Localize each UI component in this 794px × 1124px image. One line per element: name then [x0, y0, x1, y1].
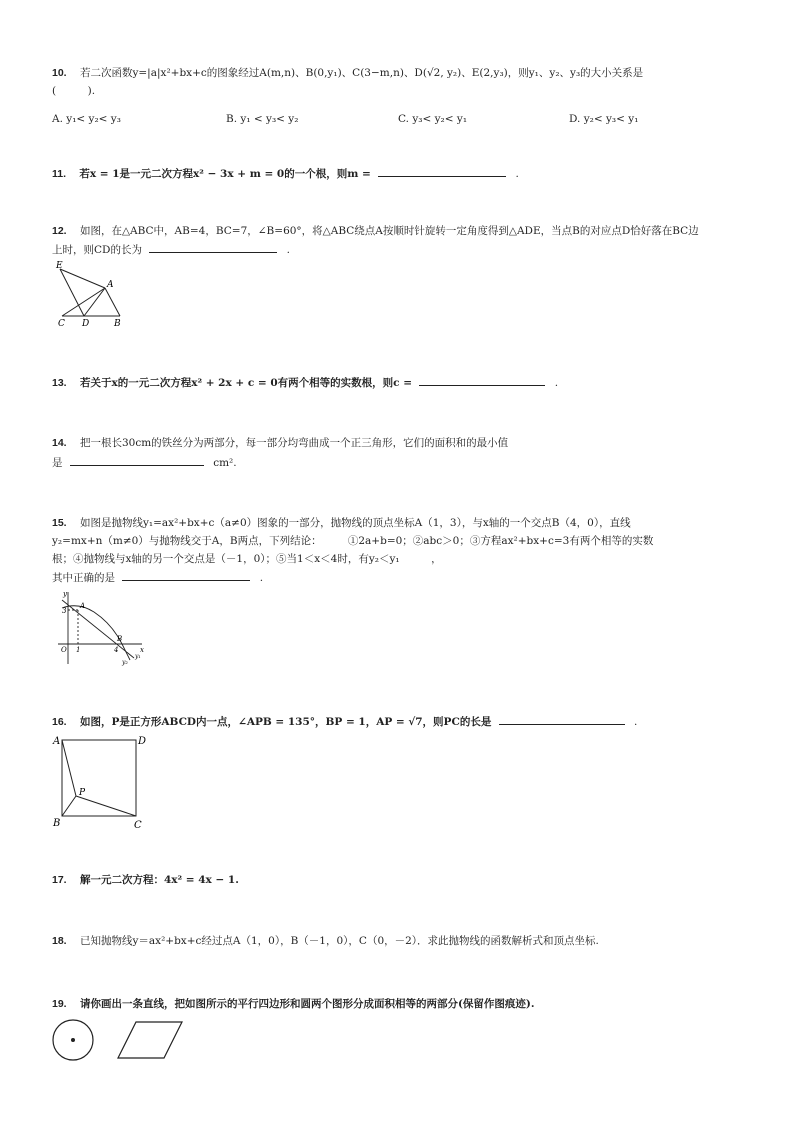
- q17-number: 17.: [52, 874, 67, 886]
- q19-circle-center: [71, 1038, 75, 1042]
- q10-number: 10.: [52, 67, 67, 79]
- q10-option-a: A. y₁< y₂< y₃: [52, 113, 121, 125]
- q15-label-y: y: [63, 590, 67, 598]
- q16-answer-blank[interactable]: [499, 714, 625, 725]
- q11-line: [52, 166, 519, 181]
- q19-parallelogram: [118, 1022, 182, 1058]
- q12-label-e: E: [56, 261, 63, 271]
- q18-number: 18.: [52, 935, 67, 947]
- q19-number: 19.: [52, 998, 67, 1010]
- q11-stem: 若x = 1是一元二次方程x² − 3x + m = 0的一个根，则m =: [79, 168, 371, 180]
- q15-label-y1: y₁: [135, 653, 141, 660]
- q12-label-d: D: [82, 319, 90, 329]
- q13-answer-blank[interactable]: [419, 375, 545, 386]
- q14-line1: [52, 436, 508, 450]
- q10-option-d: D. y₂< y₃< y₁: [569, 113, 639, 125]
- q15-label-4: 4: [114, 646, 119, 654]
- q15-stem-end: 其中正确的是: [52, 572, 115, 584]
- q13-line: [52, 375, 558, 390]
- q13-number: 13.: [52, 377, 67, 389]
- q10-line1: [52, 66, 643, 80]
- q14-number: 14.: [52, 437, 67, 449]
- q15-number: 15.: [52, 517, 67, 529]
- q15-stem: 如图是抛物线y₁=ax²+bx+c（a≠0）图象的一部分，抛物线的顶点坐标A（1，3），与x轴的一个交点B（4，0），直线: [79, 517, 631, 529]
- q12-label-c: C: [58, 319, 65, 329]
- q16-stem: 如图，P是正方形ABCD内一点，∠APB = 135°，BP = 1，AP = √7，则PC的长是: [79, 716, 492, 728]
- q12-end: .: [286, 244, 290, 256]
- q16-label-b: B: [53, 818, 61, 829]
- q19-stem: 请你画出一条直线，把如图所示的平行四边形和圆两个图形分成面积相等的两部分(保留作图痕迹).: [79, 998, 535, 1010]
- q16-number: 16.: [52, 716, 67, 728]
- q10-stem: 若二次函数y=|a|x²+bx+c的图象经过A(m,n)、B(0,y₁)、C(3−m,n)、D(√2, y₂)、E(2,y₃)，则y₁、y₂、y₃的大小关系是: [79, 67, 644, 79]
- q12-answer-blank[interactable]: [149, 242, 277, 253]
- q10-line2: ( ).: [52, 85, 96, 97]
- q15-label-a: A: [80, 602, 86, 610]
- q11-number: 11.: [52, 168, 67, 180]
- q14-answer-blank[interactable]: [70, 455, 204, 466]
- q14-line2: [52, 455, 237, 470]
- q15-line4: [52, 570, 263, 585]
- q16-end: .: [634, 716, 638, 728]
- q14-stem-cont: 是: [52, 457, 63, 469]
- q10-option-c: C. y₃< y₂< y₁: [398, 113, 468, 125]
- q15-answer-blank[interactable]: [122, 570, 250, 581]
- q13-end: .: [554, 377, 559, 389]
- q15-line3: 根；④抛物线与x轴的另一个交点是（－1，0）；⑤当1＜x＜4时，有y₂＜y₁ ，: [52, 553, 442, 565]
- q18-line: [52, 934, 599, 948]
- q16-label-d: D: [138, 736, 147, 747]
- q15-line1: [52, 516, 631, 530]
- q12-stem: 如图，在△ABC中，AB=4，BC=7，∠B=60°，将△ABC绕点A按顺时针旋转一定角度得到△ADE，当点B的对应点D恰好落在BC边: [79, 225, 699, 237]
- q13-stem: 若关于x的一元二次方程x² + 2x + c = 0有两个相等的实数根，则c =: [79, 377, 413, 389]
- q12-number: 12.: [52, 225, 67, 237]
- q11-end: .: [515, 168, 519, 180]
- q16-label-p: P: [79, 788, 86, 798]
- q10-option-b: B. y₁ < y₃< y₂: [226, 113, 299, 125]
- q12-line2: [52, 242, 290, 257]
- q19-figure: [50, 1018, 190, 1064]
- q12-figure: [54, 258, 134, 330]
- q12-label-b: B: [114, 319, 121, 329]
- q12-label-a: A: [107, 280, 114, 290]
- q11-answer-blank[interactable]: [378, 166, 506, 177]
- q12-line1: [52, 224, 699, 238]
- q15-label-b: B: [117, 635, 123, 643]
- q15-label-3: 3: [62, 607, 67, 615]
- q15-end: .: [259, 572, 264, 584]
- q19-line: [52, 997, 535, 1011]
- q16-label-a: A: [53, 736, 61, 747]
- q15-line2: y₂=mx+n（m≠0）与抛物线交于A，B两点，下列结论： ①2a+b=0；②abc＞0；③方程ax²+bx+c=3有两个相等的实数: [52, 535, 654, 547]
- q15-label-x: x: [140, 646, 144, 654]
- q16-label-c: C: [134, 820, 142, 831]
- q12-stem-cont: 上时，则CD的长为: [52, 244, 142, 256]
- q14-unit: cm².: [213, 457, 237, 469]
- q15-label-y2: y₂: [122, 659, 128, 666]
- q15-figure: [54, 588, 146, 670]
- q17-stem: 解一元二次方程：4x² = 4x − 1.: [79, 874, 239, 886]
- q15-label-o: O: [61, 646, 67, 654]
- q16-figure: [50, 734, 150, 830]
- q15-label-1: 1: [76, 646, 81, 654]
- q14-stem: 把一根长30cm的铁丝分为两部分，每一部分均弯曲成一个正三角形，它们的面积和的最小值: [79, 437, 509, 449]
- q17-line: [52, 873, 239, 887]
- q16-line: [52, 714, 637, 729]
- q18-stem: 已知抛物线y＝ax²+bx+c经过点A（1，0），B（－1，0），C（0，－2）．求此抛物线的函数解析式和顶点坐标.: [79, 935, 599, 947]
